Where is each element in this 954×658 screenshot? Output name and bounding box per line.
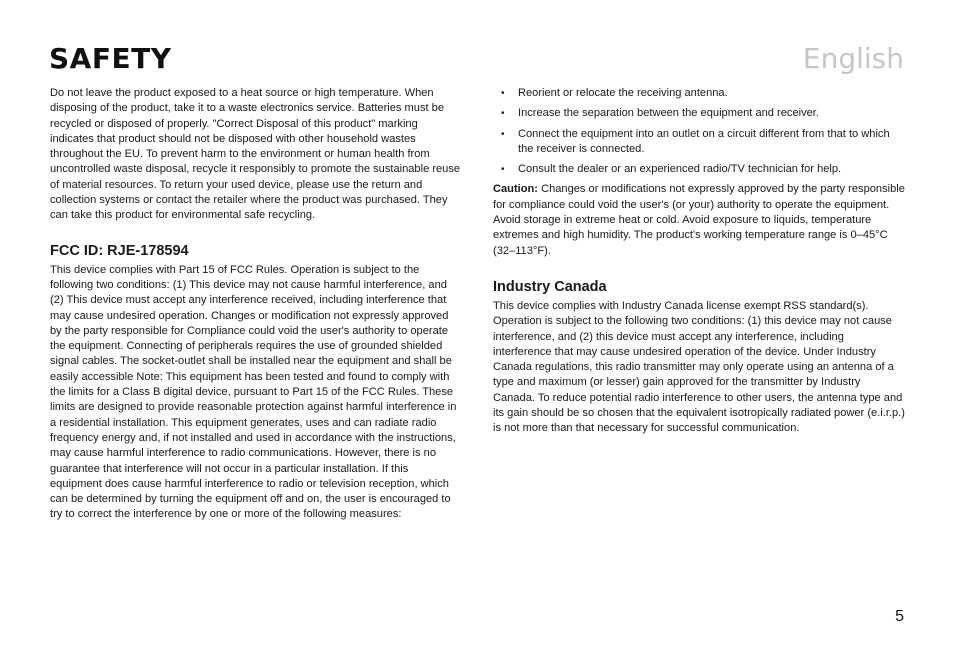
page-number: 5	[895, 608, 904, 625]
list-item: • Connect the equipment into an outlet on a circuit different from that to which the receiver is connected.	[493, 127, 905, 158]
list-item: • Reorient or relocate the receiving antenna.	[493, 86, 905, 101]
fcc-heading: FCC ID: RJE-178594	[50, 242, 189, 259]
industry-canada-heading: Industry Canada	[493, 278, 607, 295]
page-title: SAFETY	[49, 42, 172, 75]
caution-label: Caution:	[493, 183, 538, 196]
fcc-paragraph: This device complies with Part 15 of FCC Rules. Operation is subject to the following two conditions: (1) This device may not cause harmful interference, and (2) This device must accept any interference received, including interference that may cause undesired operation. Changes or modification not expressly approved by the party responsible for Compliance could void the user's authority to operate the equipment. Connecting of peripherals requires the use of grounded shielded signal cables. The socket-outlet shall be installed near the equipment and shall be easily accessible Note: This equipment has been tested and found to comply with the limits for a Class B digital device, pursuant to Part 15 of the FCC Rules. These limits are designed to provide reasonable protection against harmful interference in a residential installation. This equipment generates, uses and can radiate radio frequency energy and, if not installed and used in accordance with the instructions, may cause harmful interference to radio communications. However, there is no guarantee that interference will not occur in a particular installation. If this equipment does cause harmful interference to radio or television reception, which can be determined by turning the equipment off and on, the user is encouraged to try to correct the interference by one or more of the following measures:	[50, 263, 457, 521]
left-column	[50, 86, 462, 523]
industry-canada-paragraph: This device complies with Industry Canada license exempt RSS standard(s). Operation is subject to the following two conditions: (1) this device may not cause interference, and (2) this device must accept any interference, including interference that may cause undesired operation of the device. Under Industry Canada regulations, this radio transmitter may only operate using an antenna of a type and maximum (or lesser) gain approved for the transmitter by Industry Canada. To reduce potential radio interference to other users, the antenna type and its gain should be so chosen that the equivalent isotropically radiated power (e.i.r.p.) is not more than that necessary for successful communication.	[493, 299, 905, 435]
list-item: • Increase the separation between the equipment and receiver.	[493, 106, 905, 121]
measures-list	[493, 86, 905, 177]
language-label: English	[802, 42, 904, 75]
list-item: • Consult the dealer or an experienced radio/TV technician for help.	[493, 162, 905, 177]
caution-text: Changes or modifications not expressly approved by the party responsible for compliance could void the user's (or your) authority to operate the equipment. Avoid storage in extreme heat or cold. Avoid exposure to liquids, temperature extremes and high humidity. The product's working temperature range is 0–45°C (32–113°F).	[493, 183, 905, 257]
caution-paragraph	[493, 182, 905, 258]
right-column	[493, 86, 905, 437]
disposal-paragraph: Do not leave the product exposed to a heat source or high temperature. When disposing of the product, take it to a waste electronics service. Batteries must be recycled or disposed of properly. "Correct Disposal of this product" marking indicates that product should not be disposed with other household wastes throughout the EU. To prevent harm to the environment or human health from uncontrolled waste disposal, recycle it responsibly to promote the sustainable reuse of material resources. To return your used device, please use the return and collection systems or contact the retailer where the product was purchased. They can take this product for environmental safe recycling.	[50, 87, 461, 222]
